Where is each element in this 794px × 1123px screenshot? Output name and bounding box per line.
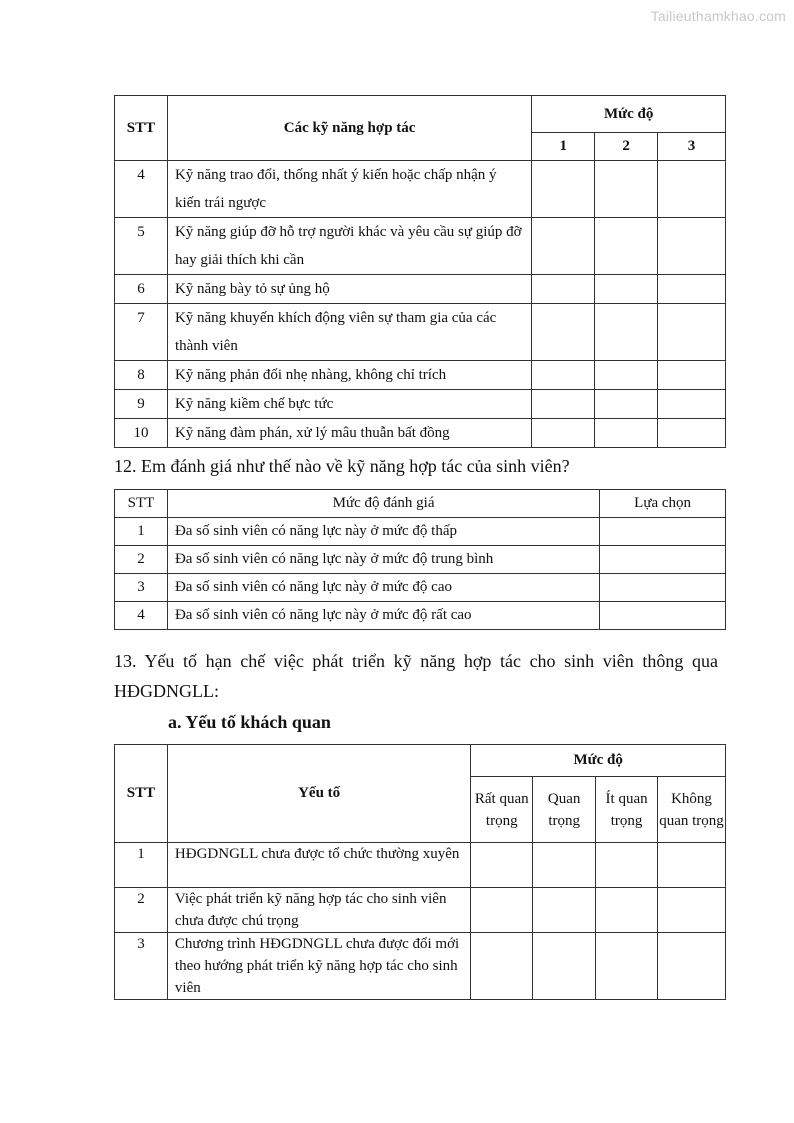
table-row: [115, 161, 726, 218]
rating-cell[interactable]: [658, 361, 726, 390]
table-row: [115, 518, 726, 546]
choice-cell[interactable]: [600, 574, 726, 602]
rating-cell[interactable]: [658, 888, 726, 933]
header-choice: Lựa chọn: [600, 490, 726, 518]
row-stt: 2: [115, 888, 168, 933]
rating-cell[interactable]: [658, 843, 726, 888]
rating-cell[interactable]: [596, 888, 658, 933]
rating-cell[interactable]: [532, 161, 595, 218]
row-text: Đa số sinh viên có năng lực này ở mức độ rất cao: [167, 602, 599, 630]
row-stt: 2: [115, 546, 168, 574]
table-row: [115, 888, 726, 933]
row-text: Kỹ năng bày tỏ sự ủng hộ: [167, 275, 531, 304]
rating-cell[interactable]: [532, 361, 595, 390]
table-row: [115, 546, 726, 574]
rating-cell[interactable]: [595, 275, 658, 304]
header-stt: STT: [115, 96, 168, 161]
level-3: 3: [658, 133, 726, 161]
choice-cell[interactable]: [600, 518, 726, 546]
level-not-important: Không quan trọng: [658, 777, 726, 843]
header-skill: Các kỹ năng hợp tác: [167, 96, 531, 161]
rating-cell[interactable]: [658, 161, 726, 218]
row-text: Đa số sinh viên có năng lực này ở mức độ cao: [167, 574, 599, 602]
rating-cell[interactable]: [658, 304, 726, 361]
rating-cell[interactable]: [596, 843, 658, 888]
table-row: [115, 304, 726, 361]
row-stt: 3: [115, 933, 168, 1000]
row-text: Kỹ năng đàm phán, xử lý mâu thuẫn bất đồng: [167, 419, 531, 448]
level-1: 1: [532, 133, 595, 161]
table-row: [115, 275, 726, 304]
rating-cell[interactable]: [471, 933, 533, 1000]
row-text: Kỹ năng phản đối nhẹ nhàng, không chỉ trích: [167, 361, 531, 390]
level-less-important: Ít quan trọng: [596, 777, 658, 843]
question-13: 13. Yếu tố hạn chế việc phát triển kỹ năng hợp tác cho sinh viên thông qua HĐGDNGLL:: [114, 651, 718, 701]
row-text: Việc phát triển kỹ năng hợp tác cho sinh viên chưa được chú trọng: [167, 888, 470, 933]
rating-cell[interactable]: [596, 933, 658, 1000]
row-stt: 1: [115, 843, 168, 888]
header-level: Mức độ đánh giá: [167, 490, 599, 518]
rating-cell[interactable]: [532, 218, 595, 275]
row-stt: 1: [115, 518, 168, 546]
row-stt: 8: [115, 361, 168, 390]
rating-cell[interactable]: [533, 888, 596, 933]
choice-cell[interactable]: [600, 546, 726, 574]
rating-cell[interactable]: [533, 843, 596, 888]
row-text: Kỹ năng kiềm chế bực tức: [167, 390, 531, 419]
row-stt: 6: [115, 275, 168, 304]
assessment-table: [114, 489, 726, 630]
rating-cell[interactable]: [595, 390, 658, 419]
subheading-objective-factors: a. Yếu tố khách quan: [168, 712, 331, 732]
table-row: [115, 218, 726, 275]
table-row: [115, 574, 726, 602]
rating-cell[interactable]: [471, 888, 533, 933]
level-2: 2: [595, 133, 658, 161]
header-stt: STT: [115, 745, 168, 843]
rating-cell[interactable]: [532, 304, 595, 361]
table-row: [115, 933, 726, 1000]
question-12: 12. Em đánh giá như thế nào về kỹ năng hợp tác của sinh viên?: [114, 456, 570, 476]
choice-cell[interactable]: [600, 602, 726, 630]
row-stt: 4: [115, 602, 168, 630]
rating-cell[interactable]: [471, 843, 533, 888]
factors-table: [114, 744, 726, 1000]
rating-cell[interactable]: [532, 390, 595, 419]
row-stt: 7: [115, 304, 168, 361]
row-stt: 3: [115, 574, 168, 602]
level-very-important: Rất quan trọng: [471, 777, 533, 843]
table-row: [115, 602, 726, 630]
rating-cell[interactable]: [532, 419, 595, 448]
row-text: Chương trình HĐGDNGLL chưa được đổi mới theo hướng phát triển kỹ năng hợp tác cho sinh viên: [167, 933, 470, 1000]
row-stt: 10: [115, 419, 168, 448]
rating-cell[interactable]: [595, 304, 658, 361]
rating-cell[interactable]: [533, 933, 596, 1000]
row-stt: 4: [115, 161, 168, 218]
row-stt: 9: [115, 390, 168, 419]
rating-cell[interactable]: [595, 361, 658, 390]
watermark: Tailieuthamkhao.com: [650, 8, 786, 24]
table-row: [115, 390, 726, 419]
row-text: Kỹ năng trao đổi, thống nhất ý kiến hoặc chấp nhận ý kiến trái ngược: [167, 161, 531, 218]
rating-cell[interactable]: [658, 419, 726, 448]
header-stt: STT: [115, 490, 168, 518]
table-row: [115, 361, 726, 390]
table-row: [115, 843, 726, 888]
rating-cell[interactable]: [658, 275, 726, 304]
rating-cell[interactable]: [595, 419, 658, 448]
row-text: HĐGDNGLL chưa được tổ chức thường xuyên: [167, 843, 470, 888]
table-row: [115, 419, 726, 448]
header-factor: Yếu tố: [167, 745, 470, 843]
skills-table: [114, 95, 726, 448]
row-text: Kỹ năng giúp đỡ hỗ trợ người khác và yêu cầu sự giúp đỡ hay giải thích khi cần: [167, 218, 531, 275]
rating-cell[interactable]: [658, 933, 726, 1000]
row-stt: 5: [115, 218, 168, 275]
header-level: Mức độ: [532, 96, 726, 133]
rating-cell[interactable]: [595, 218, 658, 275]
rating-cell[interactable]: [595, 161, 658, 218]
level-important: Quan trọng: [533, 777, 596, 843]
row-text: Đa số sinh viên có năng lực này ở mức độ thấp: [167, 518, 599, 546]
header-level: Mức độ: [471, 745, 726, 777]
rating-cell[interactable]: [658, 390, 726, 419]
rating-cell[interactable]: [532, 275, 595, 304]
rating-cell[interactable]: [658, 218, 726, 275]
row-text: Đa số sinh viên có năng lực này ở mức độ trung bình: [167, 546, 599, 574]
row-text: Kỹ năng khuyến khích động viên sự tham gia của các thành viên: [167, 304, 531, 361]
